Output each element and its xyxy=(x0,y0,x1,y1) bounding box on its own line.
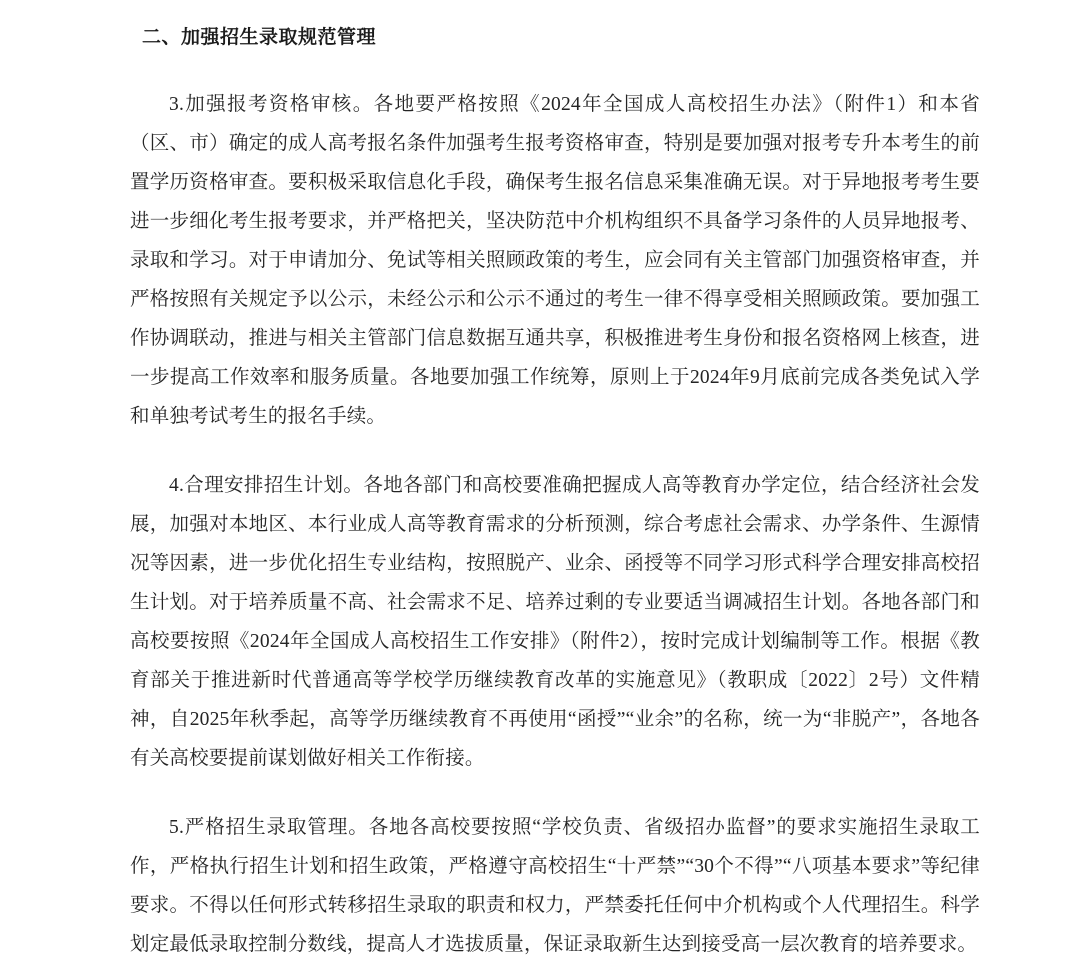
paragraph-text: 4.合理安排招生计划。各地各部门和高校要准确把握成人高等教育办学定位，结合经济社会发展，加强对本地区、本行业成人高等教育需求的分析预测，综合考虑社会需求、办学条件、生源情况等因素，进一步优化招生专业结构，按照脱产、业余、函授等不同学习形式科学合理安排高校招生计划。对于培养质量不高、社会需求不足、培养过剩的专业要适当调减招生计划。各地各部门和高校要按照《2024年全国成人高校招生工作安排》（附件2），按时完成计划编制等工作。根据《教育部关于推进新时代普通高等学校学历继续教育改革的实施意见》（教职成〔2022〕2号）文件精神，自2025年秋季起，高等学历继续教育不再使用“函授”“业余”的名称，统一为“非脱产”，各地各有关高校要提前谋划做好相关工作衔接。 xyxy=(130,475,980,769)
paragraph-block-5 xyxy=(130,808,980,964)
paragraph-text: 5.严格招生录取管理。各地各高校要按照“学校负责、省级招办监督”的要求实施招生录取工作，严格执行招生计划和招生政策，严格遵守高校招生“十严禁”“30个不得”“八项基本要求”等纪律要求。不得以任何形式转移招生录取的职责和权力，严禁委托任何中介机构或个人代理招生。科学划定最低录取控制分数线，提高人才选拔质量，保证录取新生达到接受高一层次教育的培养要求。 xyxy=(130,817,980,955)
page-title: 二、加强招生录取规范管理 xyxy=(142,27,377,48)
paragraph-text: 3.加强报考资格审核。各地要严格按照《2024年全国成人高校招生办法》（附件1）和本省（区、市）确定的成人高考报名条件加强考生报考资格审查，特别是要加强对报考专升本考生的前置学历资格审查。要积极采取信息化手段，确保考生报名信息采集准确无误。对于异地报考考生要进一步细化考生报考要求，并严格把关，坚决防范中介机构组织不具备学习条件的人员异地报考、录取和学习。对于申请加分、免试等相关照顾政策的考生，应会同有关主管部门加强资格审查，并严格按照有关规定予以公示，未经公示和公示不通过的考生一律不得享受相关照顾政策。要加强工作协调联动，推进与相关主管部门信息数据互通共享，积极推进考生身份和报名资格网上核查，进一步提高工作效率和服务质量。各地要加强工作统筹，原则上于2024年9月底前完成各类免试入学和单独考试考生的报名手续。 xyxy=(130,94,980,427)
paragraph-block-3 xyxy=(130,85,980,436)
paragraph-block-4 xyxy=(130,466,980,778)
